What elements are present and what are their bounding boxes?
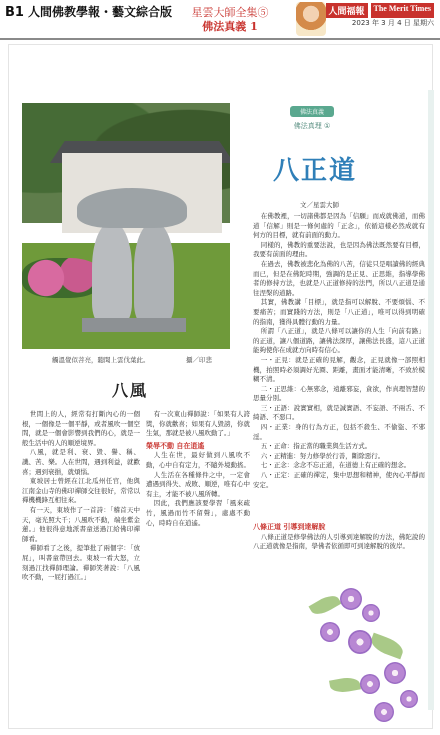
paragraph: 東坡居士曾經在江北瓜州任官，他與江南金山寺的佛印禪師交往很好，常常以禪機機鋒互相往來。 bbox=[22, 477, 140, 505]
photo-flowerbed bbox=[22, 258, 102, 298]
paragraph: 其實，佛教講「目標」，就是指可以解脫、不要煩惱、不要痛苦；而實踐的方法，則是「八正道」，唯可以得到明確的指南，獲得具體行動的力量。 bbox=[253, 298, 425, 326]
paragraph: 有一次東山禪師說：「如果有人誇獎，你就歡喜；如果有人毀謗，你就生氣，那就是被八風吹動了。」 bbox=[146, 410, 250, 438]
badge-sublabel: 佛法真理 ① bbox=[293, 122, 331, 130]
list-item: 六・正精進：努力修學於行善，斷除惡行。 bbox=[260, 451, 385, 460]
paragraph: 世間上的人，經常有打斷內心的一個根，一個像是一個平靜，或者風吹一個空間，就是一個會影響到我們的心，就是一般生活中的人的順逆境界。 bbox=[22, 410, 140, 447]
paragraph: 在佛教裡，一切諸佛都是因為「信願」而成就佛道，而佛道「信解」則是一條何處的「正念」，依循這樣必然成就有何方的目標，就有前面的動力。 bbox=[253, 212, 425, 240]
list-item: 三・正語：說實實相，就是誠實語、不妄語、不兩舌、不綺語、不惡口。 bbox=[253, 403, 425, 422]
series-title-line2: 佛法真義 1 bbox=[202, 20, 258, 33]
list-item: 二・正思維：心無邪念，遠離邪妄，貪欲，作真理智慧的思量分別。 bbox=[253, 384, 425, 403]
photo-caption: 觸溫覺似菩亮，聽聞上雲伐葉此。 bbox=[52, 356, 150, 364]
paragraph: 有一天，東坡作了一首詩：「稽首天中天，毫光照大千；八風吹不動，端坐紫金蓮。」他很得意地派書童送過江給佛印禪師看。 bbox=[22, 505, 140, 543]
author-portrait bbox=[296, 2, 326, 36]
article-title-secondary: 八風 bbox=[112, 381, 149, 400]
flower bbox=[340, 588, 362, 610]
statue-child-right bbox=[134, 223, 174, 323]
column-badge bbox=[272, 106, 352, 148]
flower-illustration bbox=[300, 578, 435, 728]
section-subhead: 八條正道 引導到達解脫 bbox=[253, 523, 326, 531]
issue-date: 2023 年 3 月 4 日 星期六 bbox=[351, 19, 434, 27]
section-subhead: 榮辱不動 自在逍遙 bbox=[146, 441, 205, 450]
brand-chinese: 人間福報 bbox=[326, 3, 368, 18]
article-photo bbox=[22, 103, 230, 349]
article-title: 八正道 bbox=[272, 156, 357, 186]
list-item: 八・正定：正確的禪定，集中思想和精神，使內心平靜而安定。 bbox=[253, 471, 425, 489]
page-number: B1 bbox=[5, 5, 24, 20]
header-left bbox=[5, 3, 172, 20]
paragraph: 人生在世，最好做到八風吹不動，心中自有定力，不隨外境動搖。 bbox=[146, 451, 250, 469]
brand-english: The Merit Times bbox=[371, 3, 434, 18]
statue-base bbox=[82, 318, 186, 332]
newspaper-logo bbox=[326, 3, 435, 18]
leaf bbox=[368, 633, 405, 660]
list-item: 四・正業：身的行為方正，包括不殺生、不偷盜、不邪淫。 bbox=[253, 423, 425, 441]
statue-lotus-leaf bbox=[77, 188, 187, 228]
flower bbox=[374, 702, 394, 722]
list-item: 五・正命：指正當的職業與生活方式。 bbox=[260, 442, 372, 451]
paragraph: 因此，我們應該要學習「風來疏竹，風過而竹不留聲」，處處不動心，時時自在逍遙。 bbox=[146, 499, 250, 527]
flower bbox=[360, 674, 380, 694]
paragraph: 所謂「八正道」，就是八條可以讓你的人生「向前有路」的正道，讓八個道路，讓佛法深厚，讓佛法長盛，這八正道能夠使你在成就方向時有信心。 bbox=[253, 327, 425, 355]
leaf bbox=[329, 676, 361, 695]
leaf bbox=[309, 591, 342, 618]
header-divider bbox=[0, 38, 440, 40]
flower bbox=[320, 622, 340, 642]
paragraph: 在過去，佛教被悲化為佛的八苦，信徒只是唱讀佛的經典而已，但是在佛陀時期，強調的是正見、正思維，指導學佛者的修持方法，也就是八正道修持的法門，所以八正道是通往涅槃的道路。 bbox=[253, 259, 425, 297]
paragraph: 禪師看了之後，提筆批了兩個字：「放屁」，叫書童帶回去。東坡一看大怒，立刻過江找禪師理論。禪師笑著說：「八風吹不動，一屁打過江。」 bbox=[22, 544, 140, 582]
statue-child-left bbox=[92, 223, 132, 323]
flower bbox=[400, 690, 418, 708]
paragraph: 八風，就是利、衰、毀、譽、稱、譏、苦、樂。人在世間，遇到利益，就歡喜；遇到衰損，就煩惱。 bbox=[22, 448, 140, 476]
series-title bbox=[160, 6, 300, 34]
flower bbox=[362, 604, 380, 622]
left-article-body-col2 bbox=[146, 410, 250, 722]
article-author: 文／星雲大師 bbox=[300, 201, 339, 209]
right-article-body bbox=[253, 212, 425, 497]
list-item: 一・正見：就是正確的見解，觀念，正見就像一部照相機，拍照時必須調好光圈、距離，畫面才能清晰，不致於模糊不清。 bbox=[253, 355, 425, 384]
paragraph: 同樣的，佛教的重要法說，也是因為佛法既然要有目標，我要有前面的理由。 bbox=[253, 240, 425, 259]
page-header bbox=[0, 0, 440, 40]
section-title: 人間佛教學報・藝文綜合版 bbox=[27, 5, 172, 19]
flower bbox=[384, 662, 406, 684]
left-article-body-col1 bbox=[22, 410, 140, 722]
list-item: 七・正念：念念不忘正道，在道德上有正確的想念。 bbox=[260, 461, 411, 470]
paragraph: 八條正道是修學佛法的人引導到達解脫的方法，佛陀說的八正道就像是指南，學佛者依循即可到達解脫的彼岸。 bbox=[253, 532, 425, 551]
photo-credit: 攝／印悲 bbox=[186, 356, 212, 364]
badge-label: 佛法真義 bbox=[290, 106, 334, 117]
flower bbox=[348, 630, 372, 654]
paragraph: 人生活在各種條件之中，一定會遭遇到得失、成敗、順逆，唯有心中有主，才能不被八風所轉。 bbox=[146, 470, 250, 498]
series-title-line1: 星雲大師全集⑤ bbox=[191, 6, 269, 19]
